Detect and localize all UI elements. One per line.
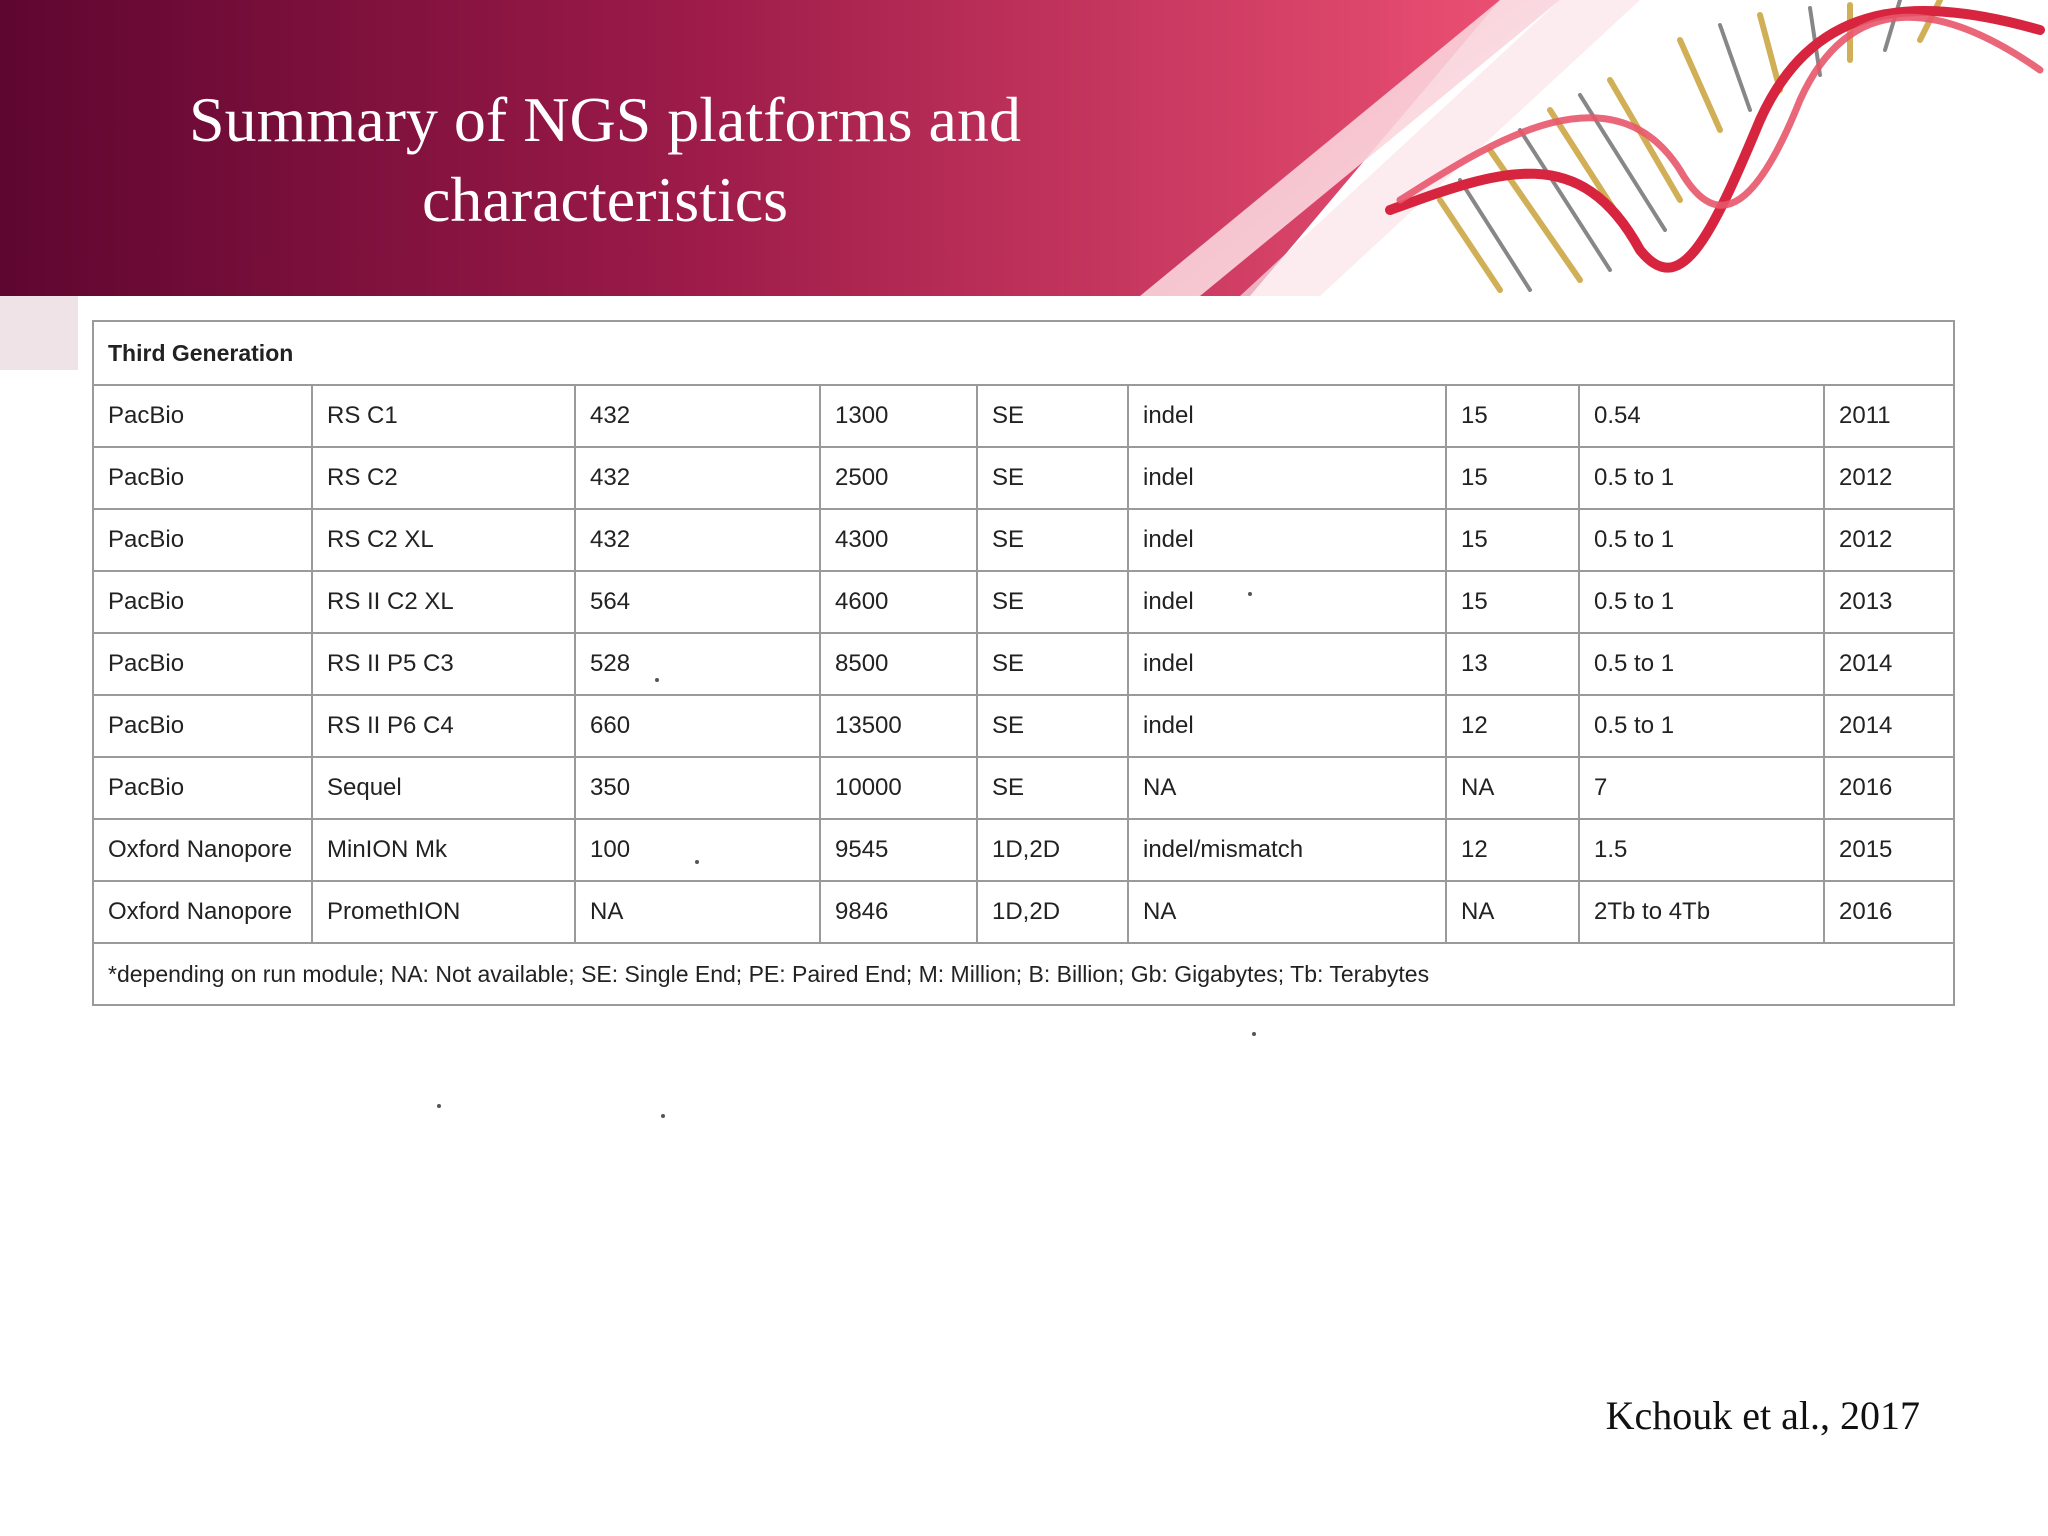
data-cell: indel — [1128, 571, 1446, 633]
slide-title-line-1: Summary of NGS platforms and — [189, 84, 1021, 155]
data-cell: 0.5 to 1 — [1579, 447, 1824, 509]
data-cell: 10000 — [820, 757, 977, 819]
slide-title — [60, 80, 1150, 240]
data-cell: 1300 — [820, 385, 977, 447]
table-row — [93, 385, 1954, 447]
platform-cell: Oxford Nanopore — [93, 881, 312, 943]
platform-cell: PacBio — [93, 385, 312, 447]
table-row — [93, 633, 1954, 695]
platform-cell: PacBio — [93, 633, 312, 695]
platform-cell: Oxford Nanopore — [93, 819, 312, 881]
platform-cell: PacBio — [93, 571, 312, 633]
year-cell: 2016 — [1824, 757, 1954, 819]
section-label: Third Generation — [93, 321, 1954, 385]
instrument-cell: RS II C2 XL — [312, 571, 575, 633]
data-cell: 9545 — [820, 819, 977, 881]
data-cell: NA — [1128, 881, 1446, 943]
side-tab-decoration — [0, 296, 78, 370]
scan-speck — [1248, 592, 1252, 596]
year-cell: 2013 — [1824, 571, 1954, 633]
data-cell: 1.5 — [1579, 819, 1824, 881]
table-row — [93, 571, 1954, 633]
instrument-cell: RS II P5 C3 — [312, 633, 575, 695]
data-cell: 2500 — [820, 447, 977, 509]
section-header-row — [93, 321, 1954, 385]
data-cell: 350 — [575, 757, 820, 819]
year-cell: 2011 — [1824, 385, 1954, 447]
scan-speck — [661, 1114, 665, 1118]
instrument-cell: RS C1 — [312, 385, 575, 447]
data-cell: 432 — [575, 447, 820, 509]
table-row — [93, 757, 1954, 819]
data-cell: 2Tb to 4Tb — [1579, 881, 1824, 943]
data-cell: NA — [1128, 757, 1446, 819]
data-cell: 0.5 to 1 — [1579, 509, 1824, 571]
platform-cell: PacBio — [93, 447, 312, 509]
platform-cell: PacBio — [93, 757, 312, 819]
data-cell: NA — [575, 881, 820, 943]
year-cell: 2012 — [1824, 447, 1954, 509]
data-cell: 660 — [575, 695, 820, 757]
instrument-cell: MinION Mk — [312, 819, 575, 881]
data-cell: 15 — [1446, 509, 1579, 571]
data-cell: 4600 — [820, 571, 977, 633]
instrument-cell: RS C2 XL — [312, 509, 575, 571]
data-cell: SE — [977, 571, 1128, 633]
data-cell: indel — [1128, 509, 1446, 571]
data-cell: SE — [977, 509, 1128, 571]
year-cell: 2014 — [1824, 695, 1954, 757]
data-cell: 4300 — [820, 509, 977, 571]
dna-helix-image — [1380, 0, 2048, 310]
footnote-row — [93, 943, 1954, 1005]
instrument-cell: RS II P6 C4 — [312, 695, 575, 757]
data-cell: 15 — [1446, 385, 1579, 447]
data-cell: 8500 — [820, 633, 977, 695]
table-footnote: *depending on run module; NA: Not available; SE: Single End; PE: Paired End; M: Million; B: Billion; Gb: Gigabytes; Tb: Terabytes — [93, 943, 1954, 1005]
data-cell: NA — [1446, 881, 1579, 943]
data-cell: indel — [1128, 633, 1446, 695]
data-cell: 0.5 to 1 — [1579, 633, 1824, 695]
instrument-cell: RS C2 — [312, 447, 575, 509]
data-cell: indel — [1128, 447, 1446, 509]
table-row — [93, 447, 1954, 509]
data-cell: SE — [977, 447, 1128, 509]
data-cell: 432 — [575, 509, 820, 571]
data-cell: 564 — [575, 571, 820, 633]
data-cell: SE — [977, 695, 1128, 757]
scan-speck — [437, 1104, 441, 1108]
data-cell: SE — [977, 757, 1128, 819]
data-cell: 13 — [1446, 633, 1579, 695]
year-cell: 2012 — [1824, 509, 1954, 571]
data-cell: 15 — [1446, 571, 1579, 633]
scan-speck — [1252, 1032, 1256, 1036]
data-cell: 15 — [1446, 447, 1579, 509]
platform-cell: PacBio — [93, 695, 312, 757]
data-cell: 1D,2D — [977, 881, 1128, 943]
data-cell: 12 — [1446, 695, 1579, 757]
table-row — [93, 695, 1954, 757]
data-cell: 100 — [575, 819, 820, 881]
ngs-platform-table — [92, 320, 1955, 1006]
platform-cell: PacBio — [93, 509, 312, 571]
year-cell: 2016 — [1824, 881, 1954, 943]
instrument-cell: Sequel — [312, 757, 575, 819]
data-cell: NA — [1446, 757, 1579, 819]
data-cell: 0.5 to 1 — [1579, 571, 1824, 633]
data-cell: SE — [977, 385, 1128, 447]
year-cell: 2014 — [1824, 633, 1954, 695]
data-cell: 432 — [575, 385, 820, 447]
data-cell: 1D,2D — [977, 819, 1128, 881]
data-cell: 0.5 to 1 — [1579, 695, 1824, 757]
data-cell: 12 — [1446, 819, 1579, 881]
data-cell: 528 — [575, 633, 820, 695]
data-cell: 7 — [1579, 757, 1824, 819]
data-cell: 0.54 — [1579, 385, 1824, 447]
data-cell: 9846 — [820, 881, 977, 943]
table-row — [93, 509, 1954, 571]
scan-speck — [655, 678, 659, 682]
data-cell: SE — [977, 633, 1128, 695]
scan-speck — [695, 860, 699, 864]
data-cell: 13500 — [820, 695, 977, 757]
table-row — [93, 819, 1954, 881]
year-cell: 2015 — [1824, 819, 1954, 881]
citation: Kchouk et al., 2017 — [1605, 1393, 1920, 1438]
instrument-cell: PromethION — [312, 881, 575, 943]
slide-title-line-2: characteristics — [422, 164, 788, 235]
data-cell: indel — [1128, 695, 1446, 757]
data-cell: indel/mismatch — [1128, 819, 1446, 881]
table-row — [93, 881, 1954, 943]
data-cell: indel — [1128, 385, 1446, 447]
